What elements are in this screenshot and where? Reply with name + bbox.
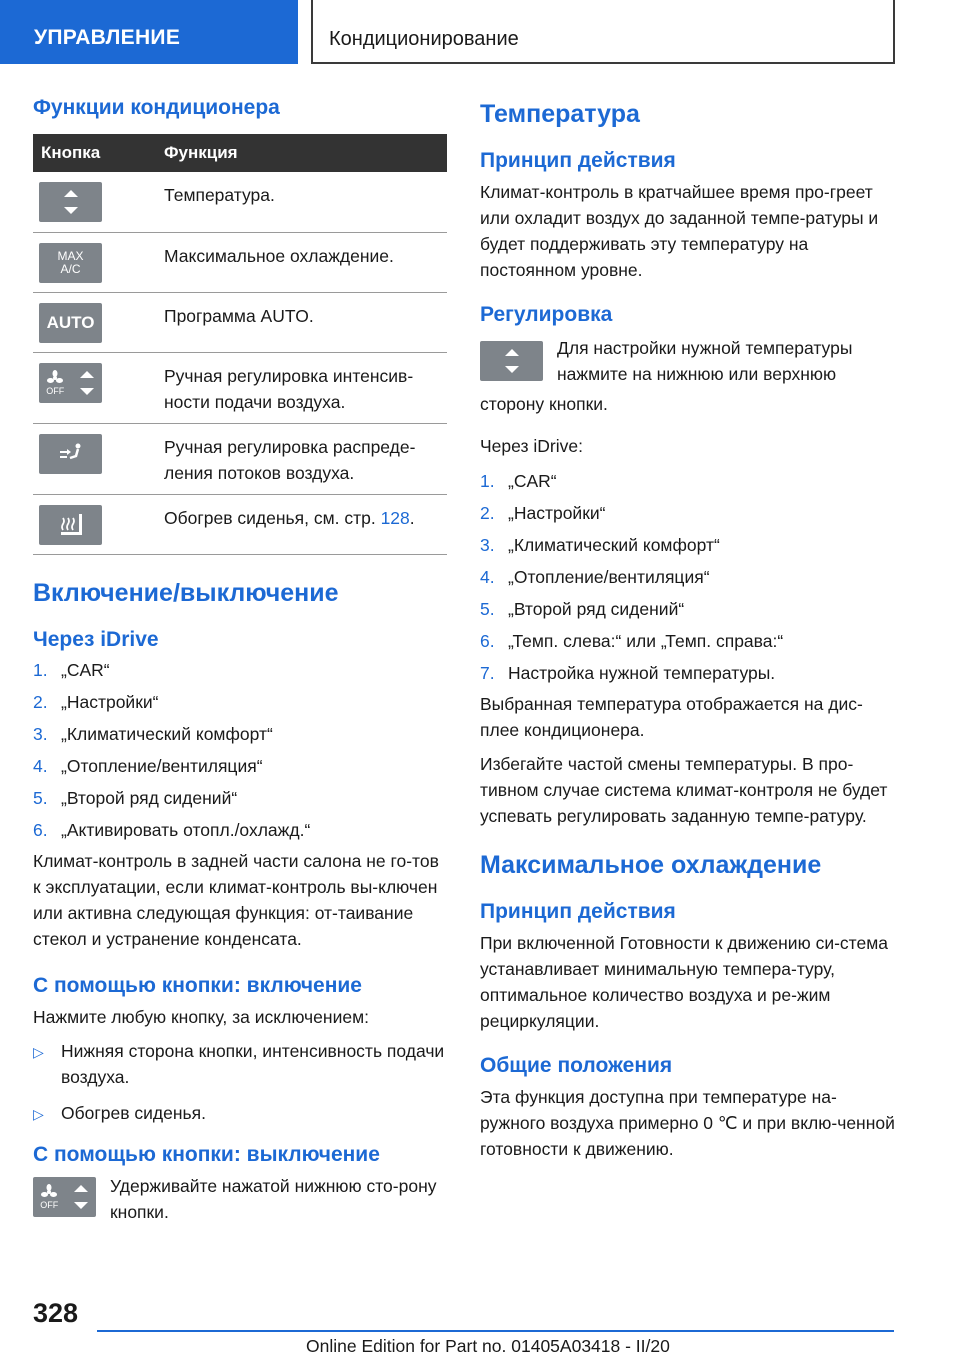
max-principle-text: При включенной Готовности к движению си-стема устанавливает минимальную темпера-туру, оптимальное количество воздуха и ре-жим рециркуляции. [480,933,888,1031]
regulation-text: Для настройки нужной температуры нажмите на нижнюю или верхнюю [557,338,853,384]
list-item: 4. „Отопление/вентиляция“ [33,755,263,776]
table-cell-function [154,494,447,554]
temp-idrive-steps [480,465,900,689]
regulation-text-end: сторону кнопки. [480,394,608,414]
list-item: 2. „Настройки“ [33,691,159,712]
fan-off-label: OFF [40,1199,59,1210]
list-item: 1. „CAR“ [33,659,110,680]
table-row [33,232,447,292]
table-cell-function: Температура. [154,172,447,232]
list-item: 5. „Второй ряд сидений“ [480,599,685,619]
table-row [33,352,447,423]
table-header-row [33,134,447,172]
avoid-text: Избегайте частой смены температуры. В про-тивном случае система климат-контроля не будет успевать регулировать заданную темпе-ратуру. [480,754,888,826]
on-text: Нажмите любую кнопку, за исключением: [33,1006,369,1027]
list-item: 4. „Отопление/вентиляция“ [480,567,710,587]
on-bullets [33,1038,447,1127]
off-instruction [33,1177,447,1225]
functions-title: Функции кондиционера [33,96,280,119]
off-title: С помощью кнопки: выключение [33,1142,380,1166]
on-title: С помощью кнопки: включение [33,973,362,997]
regulation-instruction [480,338,900,387]
section-tab: УПРАВЛЕНИЕ [0,0,298,64]
list-item: 1. „CAR“ [480,471,557,491]
fan-off-label: OFF [46,385,65,396]
page-number: 328 [33,1298,79,1328]
seat-heating-text-end: . [409,507,415,528]
onoff-title: Включение/выключение [33,578,339,607]
functions-table [33,134,447,555]
list-item: 3. „Климатический комфорт“ [33,723,273,744]
list-item: 7. Настройка нужной температуры. [480,663,776,683]
table-cell-function: Ручная регулировка распреде-ления потоков воздуха. [154,423,447,494]
right-column [480,96,900,1162]
table-cell-function: Ручная регулировка интенсив-ности подачи воздуха. [154,352,447,423]
fan-intensity-icon [33,1177,96,1217]
table-row [33,172,447,232]
general-text: Эта функция доступна при температуре на-ружного воздуха примерно 0 ℃ и при вклю-ченной готовности к движению. [480,1087,895,1159]
table-cell-function: Максимальное охлаждение. [154,232,447,292]
seat-heating-icon [39,505,102,545]
col-function-header: Функция [154,134,447,172]
list-item: ▷ Обогрев сиденья. [33,1100,447,1127]
list-item: 2. „Настройки“ [480,503,606,523]
seat-heating-text: Обогрев сиденья, см. стр. [164,507,381,528]
list-item: 6. „Активировать отопл./охлажд.“ [33,819,311,840]
edition-text: Online Edition for Part no. 01405A03418 - II/20 [306,1336,670,1356]
list-item: ▷ Нижняя сторона кнопки, интенсивность подачи воздуха. [33,1038,447,1090]
fan-intensity-icon [39,363,102,403]
table-row [33,494,447,554]
page-link-128[interactable]: 128 [380,507,410,528]
list-item: 6. „Темп. слева:“ или „Темп. справа:“ [480,631,784,651]
idrive-steps [33,654,447,846]
table-row [33,292,447,352]
principle-text: Климат-контроль в кратчайшее время про-греет или охладит воздух до заданной темпе-ратуры и будет поддерживать эту температуру на постоянном уровне. [480,182,879,280]
auto-icon: AUTO [39,303,102,343]
regulation-title: Регулировка [480,303,613,326]
max-principle-title: Принцип действия [480,900,676,923]
bullet-triangle-icon: ▷ [33,1105,44,1122]
col-button-header: Кнопка [33,134,154,172]
table-cell-function: Программа AUTO. [154,292,447,352]
display-text: Выбранная температура отображается на дис-плее кондиционера. [480,694,863,740]
idrive-note: Климат-контроль в задней части салона не го-тов к эксплуатации, если климат-контроль вы-ключен или активна следующая функция: от-таивание стекол и устранение конденсата. [33,850,439,949]
table-row [33,423,447,494]
general-title: Общие положения [480,1054,673,1077]
list-item: 5. „Второй ряд сидений“ [33,787,238,808]
left-column [33,96,447,1225]
temp-up-down-icon [39,182,102,222]
air-distribution-icon [39,434,102,474]
off-text: Удерживайте нажатой нижнюю сто-рону кнопки. [110,1175,437,1222]
temp-up-down-icon [480,341,543,381]
temp-title: Температура [480,100,640,128]
chapter-header [311,0,895,64]
bullet-triangle-icon: ▷ [33,1043,44,1060]
list-item: 3. „Климатический комфорт“ [480,535,720,555]
footer-divider [97,1330,894,1332]
idrive-label: Через iDrive: [480,436,583,456]
max-title: Максимальное охлаждение [480,851,822,879]
max-ac-icon: MAX A/C [39,243,102,283]
chapter-title: Кондиционирование [329,28,519,50]
idrive-title: Через iDrive [33,627,159,651]
principle-title: Принцип действия [480,149,676,172]
